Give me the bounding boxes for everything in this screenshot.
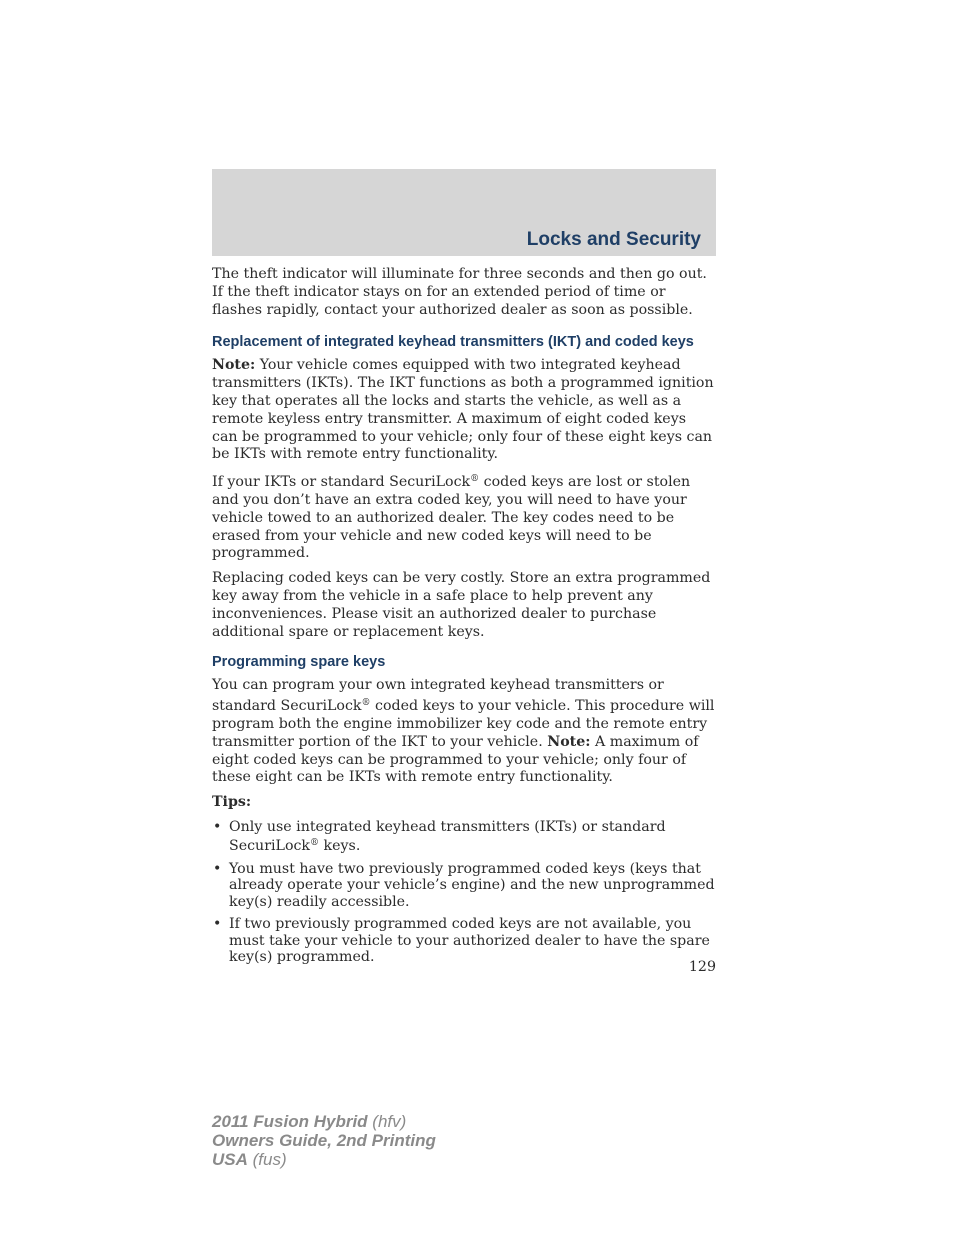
footer-edition: Owners Guide, 2nd Printing xyxy=(212,1131,436,1150)
list-item xyxy=(212,916,716,966)
footer xyxy=(212,1112,436,1169)
footer-market: USA xyxy=(212,1150,248,1169)
note-label: Note: xyxy=(547,733,591,750)
tips-label: Tips: xyxy=(212,794,252,811)
page-content xyxy=(212,266,716,972)
footer-market-code: (fus) xyxy=(247,1150,287,1169)
footer-model-code: (hfv) xyxy=(367,1112,407,1131)
page-number: 129 xyxy=(688,959,716,975)
footer-line-2 xyxy=(212,1131,436,1150)
tips-list xyxy=(212,819,716,966)
footer-line-3 xyxy=(212,1150,436,1169)
lost-keys-text-b: coded keys are lost or stolen and you don’t have an extra coded key, you will need to have your vehicle towed to an authorized dealer. The key codes need to be erased from your vehicle and new coded keys will need to be programmed. xyxy=(212,474,691,562)
programming-paragraph xyxy=(212,677,716,787)
note-label: Note: xyxy=(212,357,256,374)
tip-text: If two previously programmed coded keys are not available, you must take your vehicle to your authorized dealer to have the spare key(s) programmed. xyxy=(229,916,710,966)
heading-ikt-replacement: Replacement of integrated keyhead transmitters (IKT) and coded keys xyxy=(212,334,694,351)
lost-keys-paragraph xyxy=(212,471,716,563)
replacing-keys-paragraph: Replacing coded keys can be very costly. Store an extra programmed key away from the vehicle in a safe place to help prevent any inconveniences. Please visit an authorized dealer to purchase additional spare or replacement keys. xyxy=(212,570,711,640)
programming-text-c: A maximum of eight coded keys can be programmed to your vehicle; only four of these eight can be IKTs with remote entry functionality. xyxy=(212,733,699,786)
section-title: Locks and Security xyxy=(526,229,701,250)
lost-keys-text-a: If your IKTs or standard SecuriLock xyxy=(212,474,471,491)
list-item xyxy=(212,861,716,911)
intro-paragraph: The theft indicator will illuminate for three seconds and then go out. If the theft indicator stays on for an extended period of time or flashes rapidly, contact your authorized dealer as soon as possible. xyxy=(212,266,707,318)
footer-model: 2011 Fusion Hybrid xyxy=(212,1112,368,1131)
programming-text-b: coded keys to your vehicle. This procedure will program both the engine immobilizer key code and the remote entry transmitter portion of the IKT to your vehicle. xyxy=(212,698,715,750)
bullet: • xyxy=(213,818,222,835)
registered-mark: ® xyxy=(310,838,320,849)
tip-text-suffix: keys. xyxy=(319,838,361,855)
bullet: • xyxy=(213,916,222,933)
heading-programming-spare-keys: Programming spare keys xyxy=(212,654,386,671)
programming-text-a: You can program your own integrated keyhead transmitters or standard SecuriLock xyxy=(212,677,664,715)
tip-text: Only use integrated keyhead transmitters (IKTs) or standard SecuriLock xyxy=(229,818,666,855)
bullet: • xyxy=(213,860,222,877)
footer-line-1 xyxy=(212,1112,436,1131)
note-paragraph xyxy=(212,357,716,464)
list-item xyxy=(212,819,716,855)
note-text: Your vehicle comes equipped with two integrated keyhead transmitters (IKTs). The IKT functions as both a programmed ignition key that operates all the locks and starts the vehicle, as well as a remote keyless entry transmitter. A maximum of eight coded keys can be programmed to your vehicle; only four of these eight keys can be IKTs with remote entry functionality. xyxy=(212,357,714,463)
tip-text: You must have two previously programmed coded keys (keys that already operate your vehicle’s engine) and the new unprogrammed key(s) readily accessible. xyxy=(229,860,715,910)
header-band xyxy=(212,169,716,256)
registered-mark: ® xyxy=(361,698,371,709)
registered-mark: ® xyxy=(470,474,480,485)
